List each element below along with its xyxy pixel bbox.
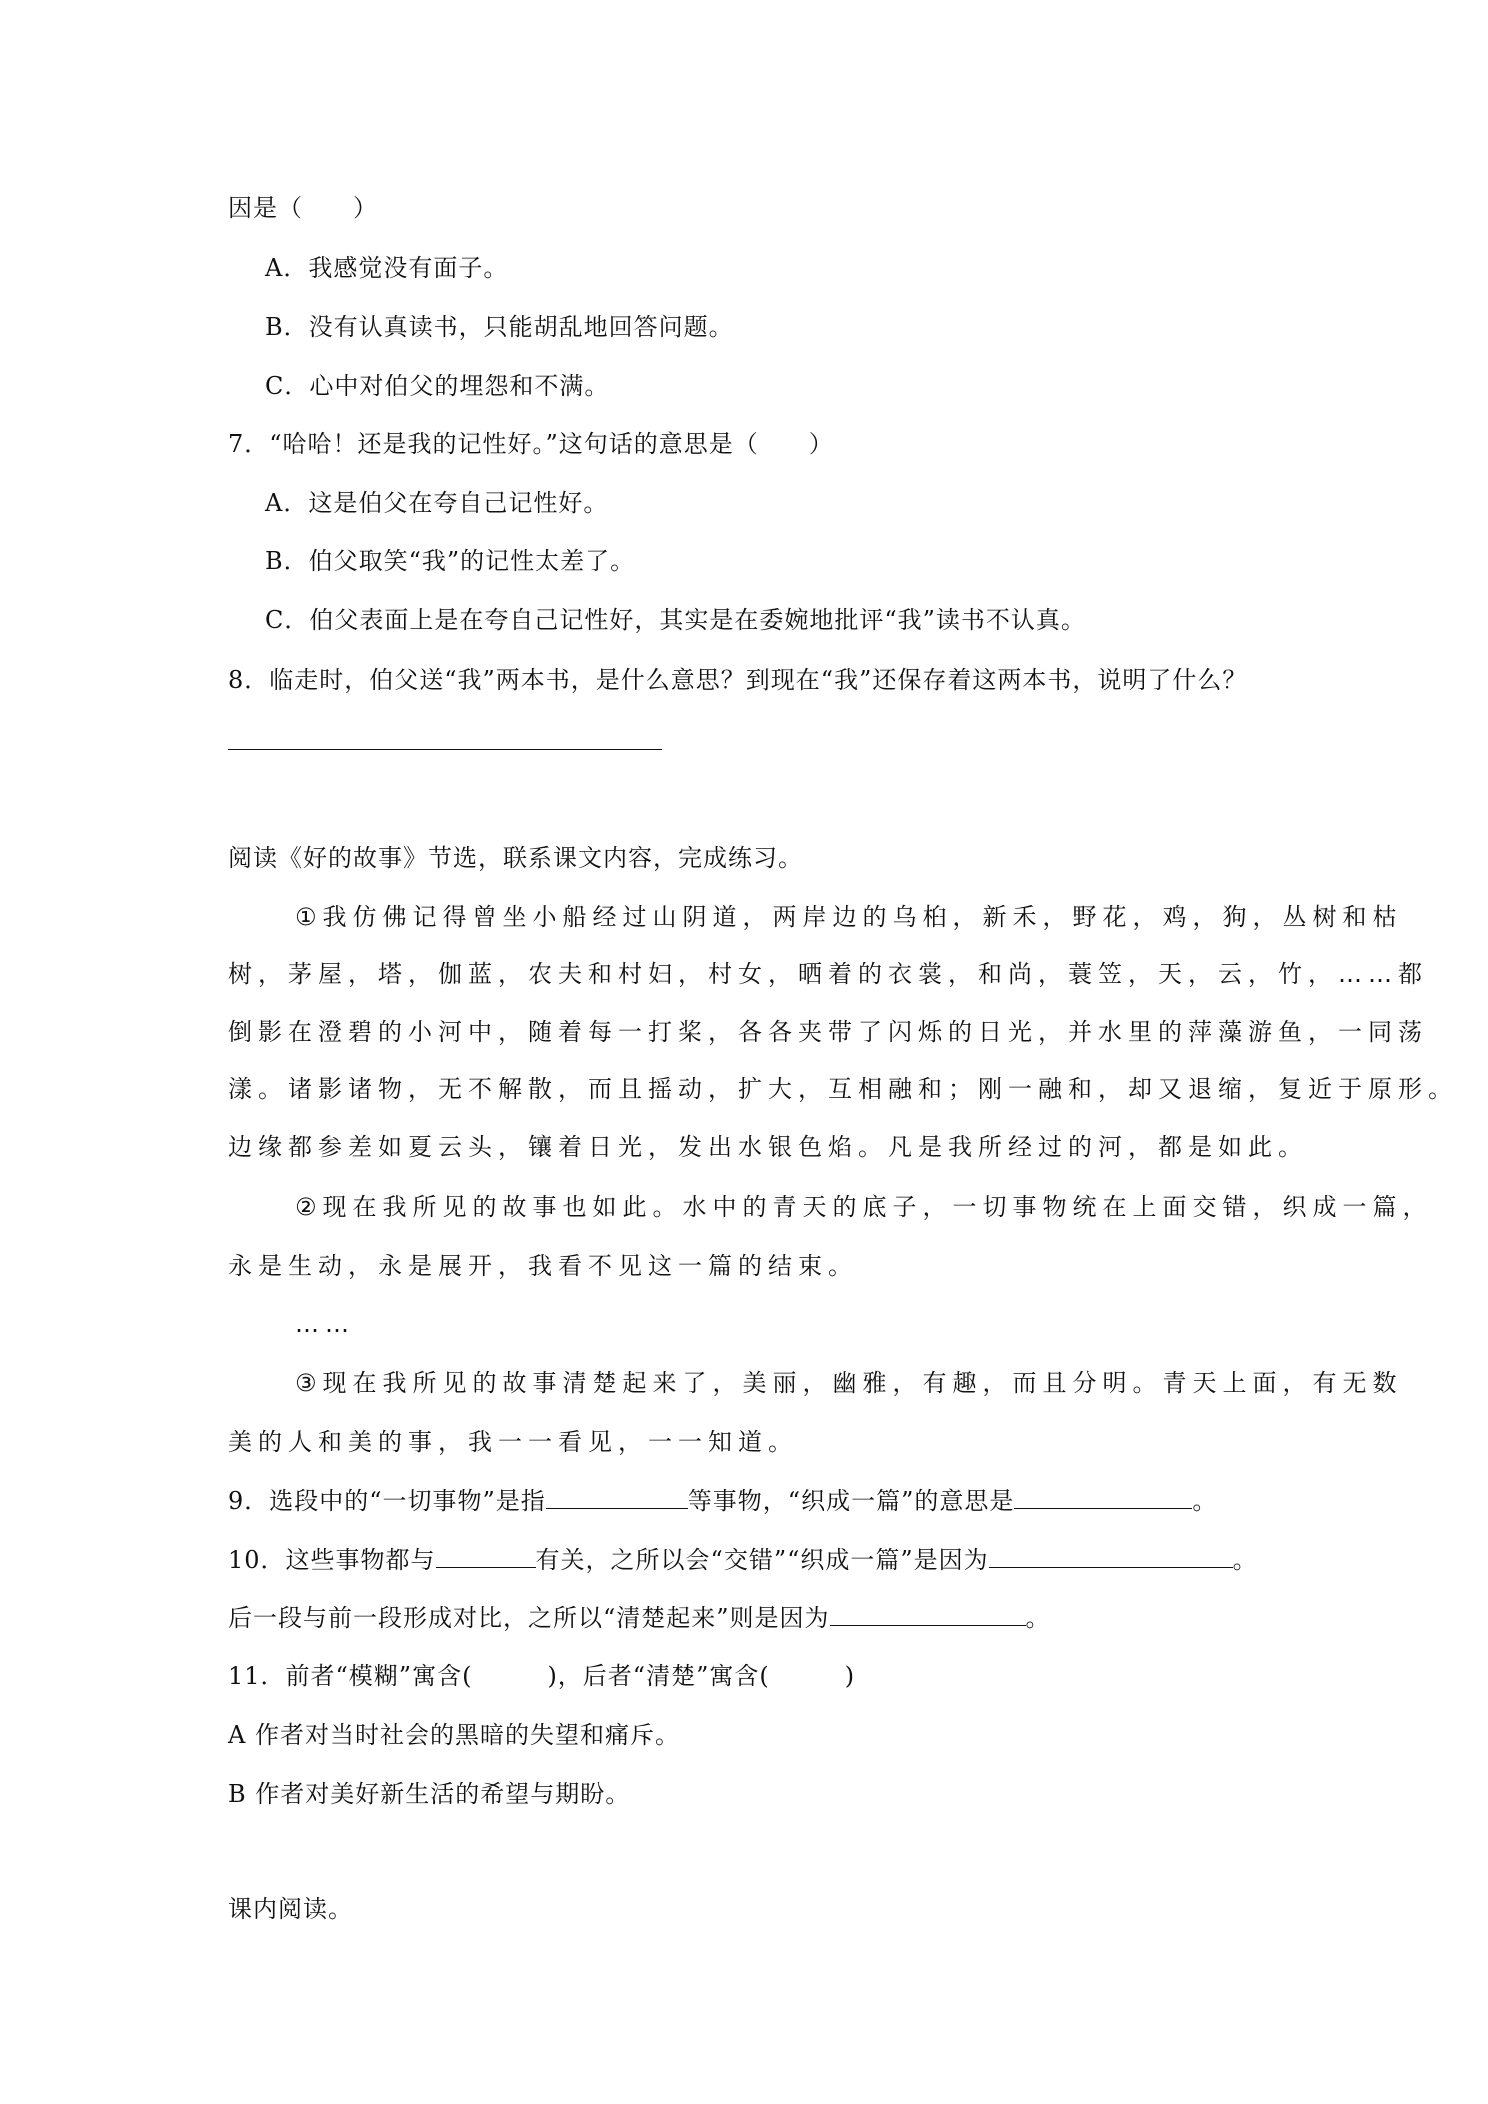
q6-option-c: C．心中对伯父的埋怨和不满。 xyxy=(265,372,610,400)
next-section-heading: 课内阅读。 xyxy=(228,1895,353,1923)
q7-stem: 7．“哈哈！还是我的记性好。”这句话的意思是（ ） xyxy=(228,430,834,458)
passage-p2-line1: ②现在我所见的故事也如此。水中的青天的底子，一切事物统在上面交错，织成一篇， xyxy=(295,1193,1433,1221)
q9-text-1: 9．选段中的“一切事物”是指 xyxy=(228,1487,546,1515)
passage-p2-line2: 永是生动，永是展开，我看不见这一篇的结束。 xyxy=(228,1252,858,1280)
passage-p3-line2: 美的人和美的事，我一一看见，一一知道。 xyxy=(228,1428,798,1456)
passage-p1-line5: 边缘都参差如夏云头，镶着日光，发出水银色焰。凡是我所经过的河，都是如此。 xyxy=(228,1133,1308,1161)
q10-text-2: 有关，之所以会“交错”“织成一篇”是因为 xyxy=(535,1546,989,1574)
passage-p1-line4: 漾。诸影诸物，无不解散，而且摇动，扩大，互相融和；刚一融和，却又退缩，复近于原形。 xyxy=(228,1075,1458,1103)
q10-line1 xyxy=(228,1543,1258,1576)
passage-p1-line1: ①我仿佛记得曾坐小船经过山阴道，两岸边的乌桕，新禾，野花，鸡，狗，丛树和枯 xyxy=(295,903,1403,931)
q7-option-a: A．这是伯父在夸自己记性好。 xyxy=(265,489,609,517)
q10-blank-1[interactable] xyxy=(436,1543,536,1568)
q7-option-c: C．伯父表面上是在夸自己记性好，其实是在委婉地批评“我”读书不认真。 xyxy=(265,606,1086,634)
q10-text-3: 。 xyxy=(1232,1546,1258,1574)
q9-blank-1[interactable] xyxy=(546,1484,688,1509)
reading-intro: 阅读《好的故事》节选，联系课文内容，完成练习。 xyxy=(228,844,803,872)
q10-line2 xyxy=(228,1601,1051,1634)
passage-p1-line2: 树，茅屋，塔，伽蓝，农夫和村妇，村女，晒着的衣裳，和尚，蓑笠，天，云，竹，……都 xyxy=(228,960,1428,988)
q10-blank-3[interactable] xyxy=(830,1601,1026,1626)
q11-option-b: B 作者对美好新生活的希望与期盼。 xyxy=(228,1780,631,1808)
q10-text-1: 10．这些事物都与 xyxy=(228,1546,436,1574)
q7-option-b: B．伯父取笑“我”的记性太差了。 xyxy=(265,547,636,575)
q9-blank-2[interactable] xyxy=(1014,1484,1192,1509)
q9-text-3: 。 xyxy=(1192,1487,1218,1515)
q9-line xyxy=(228,1484,1217,1517)
q8-stem: 8．临走时，伯父送“我”两本书，是什么意思？到现在“我”还保存着这两本书，说明了什么？ xyxy=(228,666,1248,694)
q10-line2-text-2: 。 xyxy=(1025,1604,1051,1632)
q10-blank-2[interactable] xyxy=(989,1543,1233,1568)
q9-text-2: 等事物，“织成一篇”的意思是 xyxy=(687,1487,1015,1515)
q11-option-a: A 作者对当时社会的黑暗的失望和痛斥。 xyxy=(228,1721,680,1749)
q6-option-b: B．没有认真读书，只能胡乱地回答问题。 xyxy=(265,313,734,341)
passage-p1-line3: 倒影在澄碧的小河中，随着每一打桨，各各夹带了闪烁的日光，并水里的萍藻游鱼，一同荡 xyxy=(228,1018,1428,1046)
q8-answer-line[interactable] xyxy=(228,749,662,750)
q11-stem: 11．前者“模糊”寓含( )，后者“清楚”寓含( ) xyxy=(228,1662,856,1690)
passage-p3-line1: ③现在我所见的故事清楚起来了，美丽，幽雅，有趣，而且分明。青天上面，有无数 xyxy=(295,1369,1403,1397)
q6-option-a: A．我感觉没有面子。 xyxy=(265,254,509,282)
passage-ellipsis: …… xyxy=(295,1310,355,1338)
q6-stem-end: 因是（ ） xyxy=(228,194,378,222)
q10-line2-text-1: 后一段与前一段形成对比，之所以“清楚起来”则是因为 xyxy=(228,1604,830,1632)
